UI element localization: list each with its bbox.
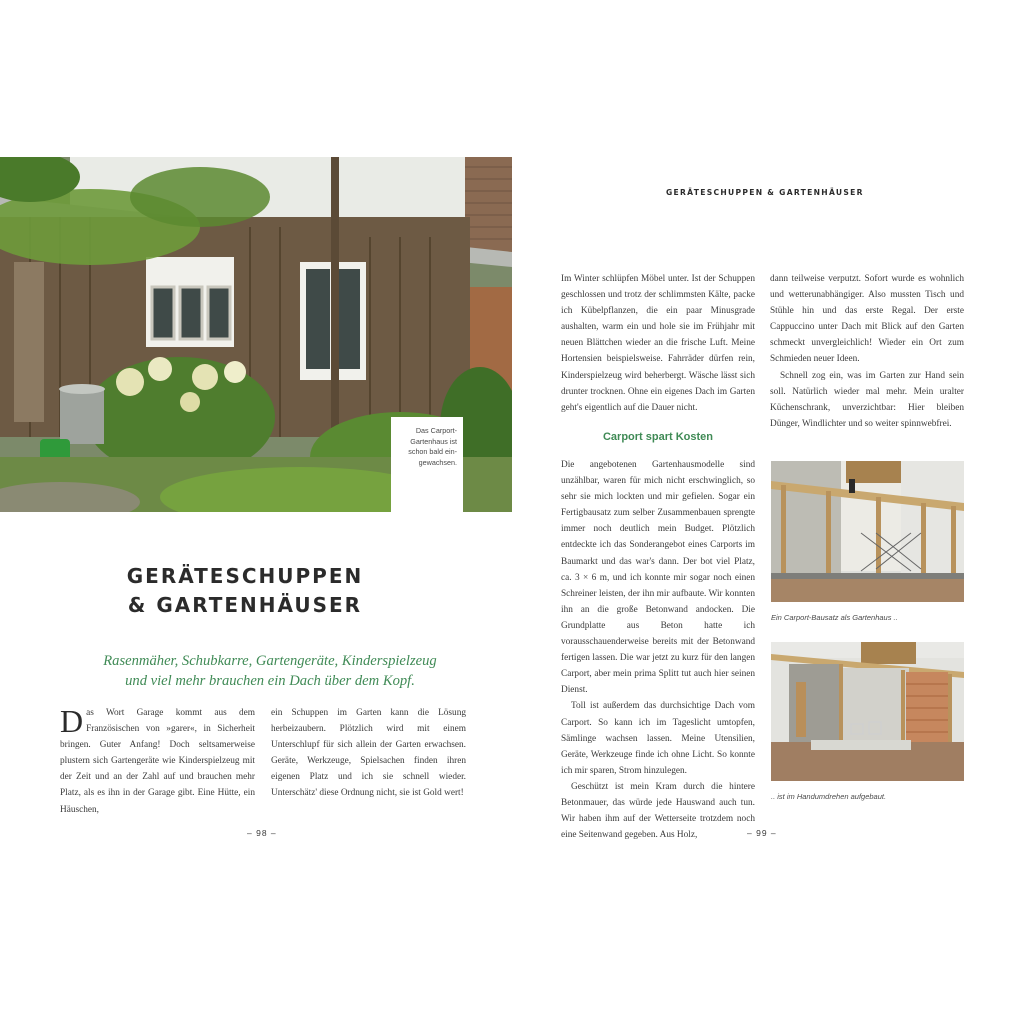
body-column-right-1b xyxy=(561,457,755,843)
finished-carport-caption: .. ist im Handumdrehen aufgebaut. xyxy=(771,792,887,801)
body-column-right-2 xyxy=(770,271,964,432)
paragraph: dann teilweise verputzt. Sofort wurde es wohnlich und wetterunabhängiger. Also mussten Tisch und Stühle hin und das erste Regal. Der erste Cappuccino unter Dach mit Blick auf den Garten schmeckt unvergleichlich! Wieder ein Ort zum Schmieden neuer Ideen. xyxy=(770,274,964,365)
body-column-right-1 xyxy=(561,271,755,416)
page-number-right: – 99 – xyxy=(747,828,777,838)
paragraph: Im Winter schlüpfen Möbel unter. Ist der Schuppen geschlossen und trotz der schlimmsten Kälte, packe ich Kübelpflanzen, die ein paar Minusgrade aushalten, warm ein und hole sie im Frühjahr mit neuen Blättchen wieder an die frische Luft. Meine Hortensien beispielsweise. Fahrräder dürfen rein, Kinderspielzeug wird beherbergt. Wäsche lässt sich drunter trocknen. Ohne ein eigenes Dach im Garten geht's eigentlich auf die Dauer nicht. xyxy=(561,274,755,413)
chapter-headline xyxy=(60,562,430,620)
drop-cap: D xyxy=(60,703,84,739)
carport-kit-caption: Ein Carport-Bausatz als Gartenhaus .. xyxy=(771,613,898,622)
headline-line-1: GERÄTESCHUPPEN xyxy=(126,564,364,588)
paragraph: ein Schuppen im Garten kann die Lösung herbeizaubern. Plötzlich wird mit einem Unterschlupf für sich allein der Garten erwachsen. Geräte, Werkzeuge, Spielsachen finden ihren eigenen Platz und ich sie schnell wieder. Unterschätz' diese Ordnung nicht, sie ist Gold wert! xyxy=(271,708,466,799)
paragraph: Toll ist außerdem das durchsichtige Dach vom Carport. So kann ich im Tageslicht umtopfen, Sämlinge wachsen lassen. Meine Utensilien, Geräte, Werkzeuge finde ich ohne Licht. So konnte ich mir sparen, Strom hinzulegen. xyxy=(561,701,755,776)
page-number-left: – 98 – xyxy=(247,828,277,838)
subline-line-2: und viel mehr brauchen ein Dach über dem Kopf. xyxy=(125,673,415,689)
running-head: GERÄTESCHUPPEN & GARTENHÄUSER xyxy=(666,188,864,197)
paragraph: Die angebotenen Gartenhausmodelle sind unzählbar, waren für mich nicht erschwinglich, so sehr sie mich lockten und mir gefielen. Sogar ein Fertigbausatz zum selber Zusammenbauen sprengte immer noch deutlich mein Budget. Plötzlich entdeckte ich das Sonderangebot eines Carports im Baumarkt und das war's dann. Der bot viel Platz, ca. 3 × 6 m, und ich konnte mir sogar noch einen Schreiner leisten, der ihn mir aufbaute. Wir konnten ihn an die große Betonwand andocken. Die Grundplatte aus Beton hatte ich vorausschauenderweise bereits mit der Betonwand fertigen lassen. Die war jetzt zu kurz für den langen Carport, aber mein prima Splitt tut auch hier seinen Dienst. xyxy=(561,460,755,696)
paragraph: Geschützt ist mein Kram durch die hintere Betonmauer, das würde jede Hauswand auch tun. Wir haben ihm auf der Wetterseite trotzdem noch eine Seitenwand gegeben. Aus Holz, xyxy=(561,781,755,841)
finished-carport-photo xyxy=(771,642,964,781)
body-column-left-1 xyxy=(60,705,255,818)
body-column-left-2 xyxy=(271,705,466,802)
photo-caption: Das Carport-Gartenhaus ist schon bald ein-gewachsen. xyxy=(408,426,457,467)
chapter-subline xyxy=(60,651,480,691)
photo-caption-box xyxy=(391,417,463,512)
paragraph: Schnell zog ein, was im Garten zur Hand sein soll. Natürlich wieder mal mehr. Mein uralter Küchenschrank, unverzichtbar: Hier bleiben Dünger, Windlichter und so weiter spinnwebfrei. xyxy=(770,370,964,429)
paragraph: as Wort Garage kommt aus dem Französischen von »garer«, in Sicherheit bringen. Guter Anfang! Doch seltsamerweise plustern sich Gartengeräte wie Kinderspielzeug mit der Zeit und an der Zahl auf und brauchen mehr Platz, als es ihn in der Garage gibt. Eine Hütte, ein Häuschen, xyxy=(60,708,255,815)
headline-line-2: & GARTENHÄUSER xyxy=(127,593,363,617)
carport-kit-photo xyxy=(771,461,964,602)
section-subheading: Carport spart Kosten xyxy=(602,431,714,443)
subline-line-1: Rasenmäher, Schubkarre, Gartengeräte, Kinderspielzeug xyxy=(103,653,437,669)
